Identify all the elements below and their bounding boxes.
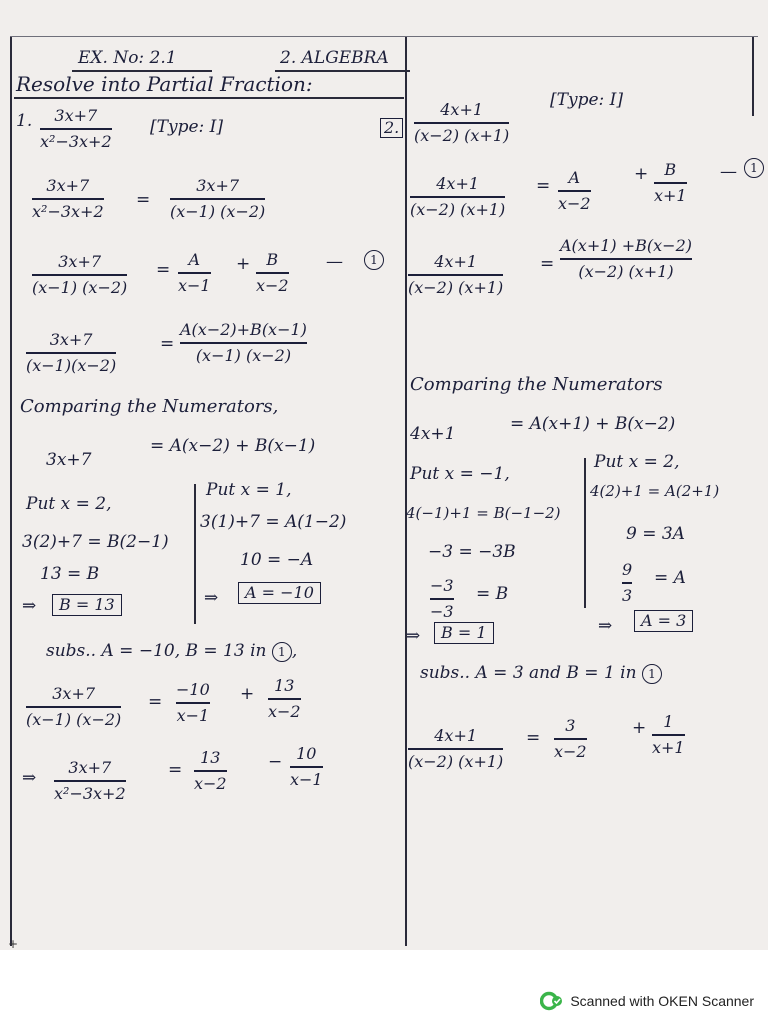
problem-2-index: 2.	[380, 118, 403, 138]
p2-put-xneg1-label: Put x = −1,	[410, 464, 510, 484]
p2-compare-rhs: = A(x+1) + B(x−2)	[510, 414, 676, 434]
p1-step3-lhs	[26, 330, 116, 376]
p1-given-numerator: 3x+7	[54, 106, 98, 125]
p2-x2-step3-den: 3	[622, 585, 633, 605]
fraction-bar	[290, 766, 323, 768]
scanner-footer	[0, 950, 768, 1024]
p2-step3-num: −3	[430, 576, 454, 595]
fraction-bar	[408, 748, 503, 750]
scanner-text: Scanned with OKEN Scanner	[570, 993, 754, 1009]
fraction-bar	[430, 598, 454, 600]
fraction-bar	[194, 770, 227, 772]
p1-final2-lhs-den: x²−3x+2	[54, 783, 126, 803]
instruction-heading: Resolve into Partial Fraction:	[16, 72, 313, 96]
p1-step2-b-num: B	[266, 250, 279, 269]
p2-step1-a-den: x−2	[558, 193, 591, 213]
p1-final2-minus: −	[268, 752, 283, 772]
p1-step2-a-den: x−1	[178, 275, 211, 295]
fraction-bar	[54, 780, 126, 782]
p1-final1-a-den: x−1	[176, 705, 210, 725]
p1-final2-b-num: 10	[296, 744, 317, 763]
p2-step1-b-num: B	[664, 160, 677, 179]
fraction-bar	[40, 128, 112, 130]
p1-put-x1-step1: 3(1)+7 = A(1−2)	[200, 512, 347, 532]
p2-final-lhs	[408, 726, 503, 772]
exercise-number: EX. No: 2.1	[78, 48, 177, 68]
p1-step1-rhs	[170, 176, 265, 222]
fraction-bar	[410, 196, 505, 198]
p2-step1-equation-ref	[744, 158, 764, 178]
problem-2-type-label: [Type: I]	[550, 90, 623, 110]
p1-step1-rhs-num: 3x+7	[196, 176, 240, 195]
p2-step1-term-b	[654, 160, 687, 206]
p2-given-denominator: (x−2) (x+1)	[414, 125, 510, 145]
p2-x2-step3-num: 9	[622, 560, 633, 579]
scanner-watermark	[540, 990, 754, 1012]
p1-step1-rhs-den: (x−1) (x−2)	[170, 201, 266, 221]
p2-step2-rhs	[560, 236, 692, 282]
left-margin-line	[10, 36, 12, 946]
p2-step1-lhs	[410, 174, 505, 220]
p2-put-x2-label: Put x = 2,	[594, 452, 680, 472]
p2-put-xneg1-arrow: ⇒	[406, 626, 421, 646]
equation-ref-circle: 1	[364, 250, 384, 270]
p1-step3-rhs-den: (x−1) (x−2)	[195, 345, 292, 365]
p1-result-b-box: B = 13	[52, 594, 122, 616]
p2-step2-rhs-den: (x−2) (x+1)	[578, 261, 674, 281]
p1-put-x2-label: Put x = 2,	[26, 494, 112, 514]
p2-step1-b-den: x+1	[654, 185, 687, 205]
p2-put-xneg1-step1: 4(−1)+1 = B(−1−2)	[406, 504, 561, 522]
equation-ref-circle: 1	[642, 664, 662, 684]
p1-given-denominator: x²−3x+2	[40, 131, 112, 151]
p2-put-x2-step3-frac	[622, 560, 632, 606]
problem-1-type-label: [Type: I]	[150, 117, 223, 137]
p1-compare-rhs: = A(x−2) + B(x−1)	[150, 436, 316, 456]
oken-logo-icon	[540, 990, 564, 1012]
p1-final1-lhs-num: 3x+7	[52, 684, 96, 703]
p2-final-b-num: 1	[663, 712, 674, 731]
p1-step3-equals: =	[160, 334, 175, 354]
p1-substitution-line	[46, 642, 297, 662]
p2-result-a-box: A = 3	[634, 610, 693, 632]
p1-step1-lhs-den: x²−3x+2	[32, 201, 104, 221]
p2-given-numerator: 4x+1	[440, 100, 484, 119]
p2-final-b-den: x+1	[652, 737, 685, 757]
p1-step2-equation-ref	[364, 250, 384, 270]
fraction-bar	[178, 272, 211, 274]
p1-final1-b-den: x−2	[268, 701, 301, 721]
p1-branch-divider	[194, 484, 196, 624]
p2-final-term-a	[554, 716, 587, 762]
p2-put-xneg1-step3-frac	[430, 576, 454, 622]
fraction-bar	[414, 122, 509, 124]
fraction-bar	[256, 272, 289, 274]
p1-step1-lhs	[32, 176, 104, 222]
p2-put-x2-arrow: ⇒	[598, 616, 613, 636]
p1-step2-lhs	[32, 252, 127, 298]
p1-final2-a-num: 13	[200, 748, 221, 767]
fraction-bar	[26, 352, 116, 354]
fraction-bar	[176, 702, 210, 704]
p1-final2-term-a	[194, 748, 227, 794]
p1-step2-term-a	[178, 250, 211, 296]
p2-step1-lhs-den: (x−2) (x+1)	[410, 199, 506, 219]
p2-substitution-line	[420, 664, 662, 684]
p2-put-xneg1-step3-rhs: = B	[476, 584, 509, 604]
p1-put-x1-arrow: ⇒	[204, 588, 219, 608]
p2-final-lhs-num: 4x+1	[434, 726, 478, 745]
p1-step3-lhs-num: 3x+7	[49, 330, 93, 349]
fraction-bar	[622, 582, 632, 584]
p1-compare-lhs: 3x+7	[46, 450, 92, 470]
p2-step1-dash: —	[720, 162, 737, 182]
p1-final1-lhs	[26, 684, 121, 730]
p1-final1-plus: +	[240, 684, 255, 704]
p2-put-xneg1-step2: −3 = −3B	[428, 542, 516, 562]
p2-final-equals: =	[526, 728, 541, 748]
p2-comparing-label: Comparing the Numerators	[410, 374, 663, 395]
p2-step2-lhs-den: (x−2) (x+1)	[408, 277, 504, 297]
p1-comparing-label: Comparing the Numerators,	[20, 396, 279, 417]
p2-subst-text: subs.. A = 3 and B = 1 in	[420, 663, 637, 683]
p1-step1-equals: =	[136, 190, 151, 210]
p1-final2-a-den: x−2	[194, 773, 227, 793]
fraction-bar	[170, 198, 265, 200]
instruction-underline	[14, 97, 404, 99]
p2-step1-a-num: A	[568, 168, 581, 187]
p1-final2-lhs-num: 3x+7	[68, 758, 112, 777]
right-margin-line	[752, 36, 754, 116]
equation-ref-circle: 1	[744, 158, 764, 178]
p1-final2-equals: =	[168, 760, 183, 780]
p2-step2-lhs-num: 4x+1	[434, 252, 478, 271]
p1-step2-lhs-num: 3x+7	[58, 252, 102, 271]
chapter-title: 2. ALGEBRA	[280, 48, 389, 68]
corner-mark: +	[8, 937, 19, 950]
problem-1-index: 1.	[16, 111, 33, 131]
fraction-bar	[652, 734, 685, 736]
p2-step2-equals: =	[540, 254, 555, 274]
fraction-bar	[268, 698, 301, 700]
p1-step2-b-den: x−2	[256, 275, 289, 295]
p1-final2-arrow: ⇒	[22, 768, 37, 788]
p1-step2-a-num: A	[188, 250, 201, 269]
fraction-bar	[26, 706, 121, 708]
p1-put-x1-label: Put x = 1,	[206, 480, 292, 500]
column-divider-line	[405, 36, 407, 946]
p1-step2-equals: =	[156, 260, 171, 280]
fraction-bar	[554, 738, 587, 740]
p1-put-x2-step1: 3(2)+7 = B(2−1)	[22, 532, 169, 552]
p2-step1-equals: =	[536, 176, 551, 196]
p1-final1-term-a	[176, 680, 210, 726]
fraction-bar	[560, 258, 692, 260]
p1-step3-rhs	[180, 320, 307, 366]
p2-put-x2-step3-rhs: = A	[654, 568, 686, 588]
p1-final2-term-b	[290, 744, 323, 790]
p1-step1-lhs-num: 3x+7	[46, 176, 90, 195]
p1-final1-term-b	[268, 676, 301, 722]
p2-final-term-b	[652, 712, 685, 758]
p1-subst-text: subs.. A = −10, B = 13 in	[46, 641, 267, 661]
p2-step3-den: −3	[430, 601, 454, 621]
p2-final-a-num: 3	[565, 716, 576, 735]
p1-final1-b-num: 13	[274, 676, 295, 695]
p2-step1-plus: +	[634, 164, 649, 184]
p1-put-x2-step2: 13 = B	[40, 564, 100, 584]
fraction-bar	[32, 274, 127, 276]
p2-branch-divider	[584, 458, 586, 608]
p2-step2-rhs-num: A(x+1) +B(x−2)	[560, 236, 692, 255]
top-rule	[10, 36, 758, 37]
p1-step2-plus: +	[236, 254, 251, 274]
p2-final-plus: +	[632, 718, 647, 738]
p2-step2-lhs	[408, 252, 503, 298]
fraction-bar	[654, 182, 687, 184]
p1-put-x1-step2: 10 = −A	[240, 550, 314, 570]
fraction-bar	[408, 274, 503, 276]
p2-result-b-box: B = 1	[434, 622, 494, 644]
p1-step2-dash: —	[326, 252, 343, 272]
equation-ref-circle: 1	[272, 642, 292, 662]
p2-step1-lhs-num: 4x+1	[436, 174, 480, 193]
p2-final-lhs-den: (x−2) (x+1)	[408, 751, 504, 771]
p1-final2-b-den: x−1	[290, 769, 323, 789]
fraction-bar	[32, 198, 104, 200]
p1-put-x2-arrow: ⇒	[22, 596, 37, 616]
p1-result-a-box: A = −10	[238, 582, 321, 604]
fraction-bar	[558, 190, 591, 192]
p1-subst-comma: ,	[291, 641, 298, 661]
p1-step3-rhs-num: A(x−2)+B(x−1)	[180, 320, 307, 339]
problem-2-given-fraction	[414, 100, 509, 146]
p1-step2-term-b	[256, 250, 289, 296]
p1-final1-a-num: −10	[176, 680, 210, 699]
p1-step3-lhs-den: (x−1)(x−2)	[26, 355, 117, 375]
p1-final1-lhs-den: (x−1) (x−2)	[26, 709, 122, 729]
p2-step1-term-a	[558, 168, 591, 214]
p2-put-x2-step1: 4(2)+1 = A(2+1)	[590, 482, 720, 500]
fraction-bar	[180, 342, 307, 344]
p1-final1-equals: =	[148, 692, 163, 712]
problem-1-given-fraction	[40, 106, 112, 152]
p2-put-x2-step2: 9 = 3A	[626, 524, 685, 544]
p2-compare-lhs: 4x+1	[410, 424, 456, 444]
p2-final-a-den: x−2	[554, 741, 587, 761]
p1-step2-lhs-den: (x−1) (x−2)	[32, 277, 128, 297]
p1-final2-lhs	[54, 758, 126, 804]
